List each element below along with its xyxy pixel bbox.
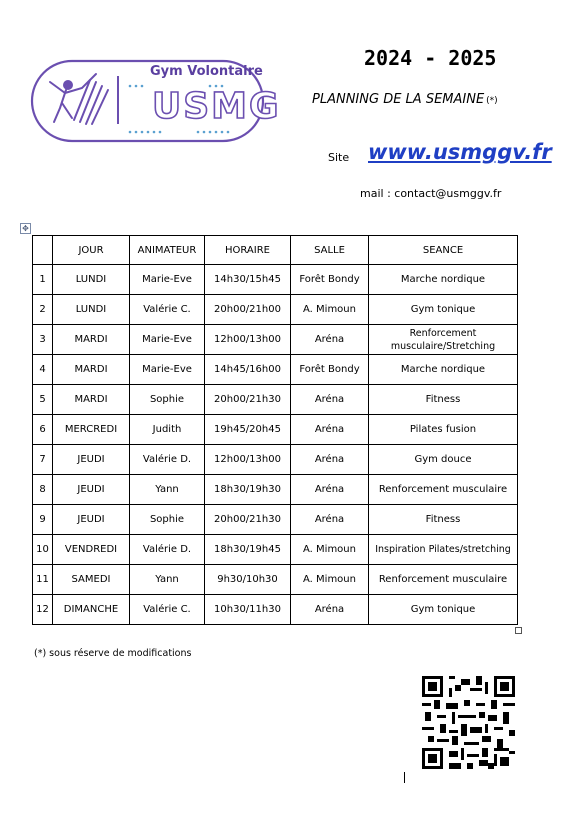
table-row: [33, 325, 518, 355]
contact-mail: mail : contact@usmggv.fr: [360, 187, 502, 200]
table-cell: 7: [33, 445, 53, 475]
column-header: JOUR: [53, 236, 130, 265]
table-cell: 1: [33, 265, 53, 295]
footnote: (*) sous réserve de modifications: [34, 648, 192, 659]
table-cell: LUNDI: [53, 295, 130, 325]
table-cell: Judith: [130, 415, 205, 445]
logo-club-name: Gym Volontaire: [150, 64, 263, 79]
table-cell: Valérie D.: [130, 445, 205, 475]
table-cell: 18h30/19h30: [205, 475, 291, 505]
column-header: ANIMATEUR: [130, 236, 205, 265]
column-header: SALLE: [291, 236, 369, 265]
table-cell: Gym tonique: [369, 595, 518, 625]
qr-code-icon: [422, 676, 515, 769]
table-cell: 9: [33, 505, 53, 535]
table-cell: Pilates fusion: [369, 415, 518, 445]
planning-title-text: PLANNING DE LA SEMAINE: [312, 92, 485, 107]
table-cell: Aréna: [291, 445, 369, 475]
table-cell: 11: [33, 565, 53, 595]
table-cell: A. Mimoun: [291, 535, 369, 565]
table-cell: Marche nordique: [369, 355, 518, 385]
table-cell: Marche nordique: [369, 265, 518, 295]
table-cell: 10: [33, 535, 53, 565]
table-row: [33, 415, 518, 445]
table-cell: Yann: [130, 475, 205, 505]
table-cell: Yann: [130, 565, 205, 595]
table-cell: MERCREDI: [53, 415, 130, 445]
table-cell: Valérie C.: [130, 595, 205, 625]
table-cell: JEUDI: [53, 475, 130, 505]
table-cell: Fitness: [369, 385, 518, 415]
table-cell: 14h45/16h00: [205, 355, 291, 385]
table-cell: Renforcement musculaire/Stretching: [369, 325, 518, 355]
table-cell: VENDREDI: [53, 535, 130, 565]
table-cell: Marie-Eve: [130, 325, 205, 355]
table-cell: Gym tonique: [369, 295, 518, 325]
table-cell: 9h30/10h30: [205, 565, 291, 595]
table-row: [33, 385, 518, 415]
table-cell: MARDI: [53, 325, 130, 355]
table-cell: 10h30/11h30: [205, 595, 291, 625]
table-cell: Aréna: [291, 325, 369, 355]
site-label: Site: [328, 151, 350, 164]
table-cell: Aréna: [291, 475, 369, 505]
planning-title: [312, 92, 498, 107]
table-cell: Gym douce: [369, 445, 518, 475]
table-resize-handle[interactable]: [515, 627, 522, 634]
table-row: [33, 565, 518, 595]
table-cell: 18h30/19h45: [205, 535, 291, 565]
table-cell: DIMANCHE: [53, 595, 130, 625]
table-cell: JEUDI: [53, 445, 130, 475]
table-cell: Aréna: [291, 385, 369, 415]
table-cell: 14h30/15h45: [205, 265, 291, 295]
table-cell: Valérie C.: [130, 295, 205, 325]
table-cell: Aréna: [291, 505, 369, 535]
table-row: [33, 265, 518, 295]
table-cell: SAMEDI: [53, 565, 130, 595]
table-cell: Aréna: [291, 415, 369, 445]
table-row: [33, 445, 518, 475]
table-cell: Renforcement musculaire: [369, 475, 518, 505]
table-cell: 12: [33, 595, 53, 625]
club-logo: [30, 58, 281, 146]
table-row: [33, 295, 518, 325]
table-row: [33, 535, 518, 565]
table-cell: Renforcement musculaire: [369, 565, 518, 595]
column-header: SEANCE: [369, 236, 518, 265]
table-cell: A. Mimoun: [291, 295, 369, 325]
table-cell: MARDI: [53, 355, 130, 385]
table-cell: Valérie D.: [130, 535, 205, 565]
table-cell: Sophie: [130, 505, 205, 535]
column-header: [33, 236, 53, 265]
table-move-handle-icon[interactable]: ✥: [20, 223, 31, 234]
table-cell: Sophie: [130, 385, 205, 415]
table-row: [33, 595, 518, 625]
site-link[interactable]: www.usmggv.fr: [368, 140, 552, 164]
table-cell: Forêt Bondy: [291, 265, 369, 295]
table-cell: 5: [33, 385, 53, 415]
season-title: 2024 - 2025: [364, 46, 497, 70]
table-cell: LUNDI: [53, 265, 130, 295]
table-cell: 12h00/13h00: [205, 445, 291, 475]
schedule-body: [33, 236, 518, 625]
table-header-row: [33, 236, 518, 265]
column-header: HORAIRE: [205, 236, 291, 265]
table-cell: Marie-Eve: [130, 265, 205, 295]
table-cell: A. Mimoun: [291, 565, 369, 595]
table-cell: Aréna: [291, 595, 369, 625]
logo-acronym: USMG: [152, 86, 281, 127]
table-cell: 8: [33, 475, 53, 505]
table-cell: JEUDI: [53, 505, 130, 535]
table-cell: 20h00/21h30: [205, 505, 291, 535]
table-cell: 3: [33, 325, 53, 355]
table-cell: 6: [33, 415, 53, 445]
table-cell: Inspiration Pilates/stretching: [369, 535, 518, 565]
table-cell: 4: [33, 355, 53, 385]
table-cell: Forêt Bondy: [291, 355, 369, 385]
table-row: [33, 505, 518, 535]
table-cell: Fitness: [369, 505, 518, 535]
text-cursor: [404, 772, 405, 783]
table-cell: 20h00/21h30: [205, 385, 291, 415]
planning-note-marker: (*): [486, 96, 498, 106]
table-cell: 2: [33, 295, 53, 325]
table-row: [33, 355, 518, 385]
table-row: [33, 475, 518, 505]
table-cell: 20h00/21h00: [205, 295, 291, 325]
table-cell: 19h45/20h45: [205, 415, 291, 445]
table-cell: 12h00/13h00: [205, 325, 291, 355]
schedule-table: [32, 235, 518, 625]
table-cell: MARDI: [53, 385, 130, 415]
table-cell: Marie-Eve: [130, 355, 205, 385]
